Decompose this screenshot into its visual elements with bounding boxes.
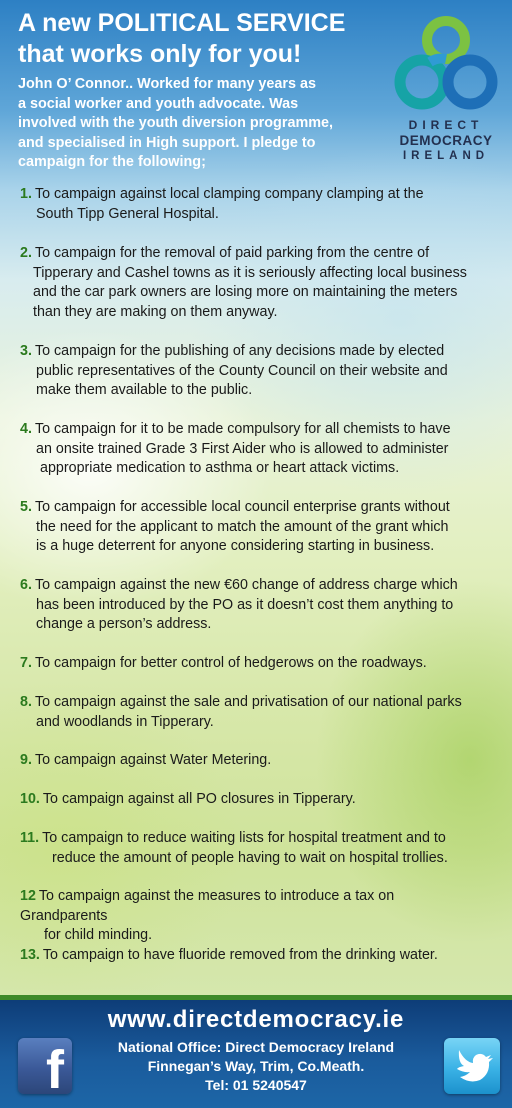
pledge-item xyxy=(20,829,480,868)
pledge-item xyxy=(20,693,480,732)
pledge-line: To campaign against the measures to introduce a tax on Grandparents xyxy=(20,888,395,924)
pledge-line: To campaign for it to be made compulsory for all chemists to have xyxy=(34,421,451,437)
headline-line-1: A new POLITICAL SERVICE xyxy=(18,9,346,37)
pledge-number: 11. xyxy=(20,830,40,846)
logo-rings-icon xyxy=(390,12,502,116)
candidate-intro xyxy=(18,75,378,173)
pledge-number: 3. xyxy=(20,343,32,359)
pledge-line: To campaign for the removal of paid parking from the centre of xyxy=(34,245,430,261)
facebook-icon[interactable]: f xyxy=(18,1038,72,1094)
pledge-number: 10. xyxy=(20,791,40,807)
intro-line: a social worker and youth advocate. Was xyxy=(18,95,299,112)
pledge-line: and woodlands in Tipperary. xyxy=(36,713,214,730)
pledge-number: 2. xyxy=(20,245,32,261)
pledge-item xyxy=(20,654,480,674)
pledge-line: and the car park owners are losing more on maintaining the meters xyxy=(33,284,458,301)
pledge-item xyxy=(20,576,480,635)
pledge-item xyxy=(20,420,480,479)
logo-word-ireland: IRELAND xyxy=(402,150,490,162)
direct-democracy-logo xyxy=(390,12,502,167)
office-address-line-1: National Office: Direct Democracy Ireland xyxy=(117,1039,395,1055)
pledge-line: the need for the applicant to match the amount of the grant which xyxy=(36,518,449,535)
pledge-line: South Tipp General Hospital. xyxy=(36,205,219,222)
pledge-item xyxy=(20,342,480,401)
logo-word-direct: DIRECT xyxy=(408,118,484,132)
pledge-item xyxy=(20,751,480,771)
pledge-line: To campaign for the publishing of any decisions made by elected xyxy=(34,343,445,359)
headline xyxy=(18,8,345,70)
pledge-line: is a huge deterrent for anyone considering starting in business. xyxy=(36,538,435,555)
pledge-line: To campaign against all PO closures in Tipperary. xyxy=(42,791,356,807)
pledge-number: 7. xyxy=(20,655,32,671)
office-phone: Tel: 01 5240547 xyxy=(205,1077,307,1093)
pledge-line: To campaign to have fluoride removed from the drinking water. xyxy=(42,947,438,963)
headline-line-2: that works only for you! xyxy=(18,40,302,68)
pledge-line: To campaign against the sale and privatisation of our national parks xyxy=(34,694,462,710)
pledge-item xyxy=(20,244,480,322)
pledge-item xyxy=(20,498,480,557)
pledge-number: 13. xyxy=(20,947,40,963)
pledge-number: 9. xyxy=(20,752,32,768)
pledge-line: change a person’s address. xyxy=(36,616,212,633)
pledge-number: 12 xyxy=(20,888,36,904)
pledge-line: make them available to the public. xyxy=(36,382,253,399)
pledge-line: To campaign to reduce waiting lists for hospital treatment and to xyxy=(42,830,446,846)
pledge-number: 8. xyxy=(20,694,32,710)
pledge-number: 5. xyxy=(20,499,32,515)
intro-line: John O’ Connor.. Worked for many years as xyxy=(18,76,317,92)
pledge-line: To campaign for better control of hedgerows on the roadways. xyxy=(34,655,427,671)
footer xyxy=(0,995,512,1108)
pledge-line: public representatives of the County Council on their website and xyxy=(36,362,448,379)
pledge-line: To campaign against Water Metering. xyxy=(34,752,272,768)
pledge-line: an onsite trained Grade 3 First Aider who is allowed to administer xyxy=(36,440,449,457)
pledge-line: has been introduced by the PO as it doesn’t cost them anything to xyxy=(36,596,454,613)
intro-line: campaign for the following; xyxy=(18,154,206,170)
pledge-line: To campaign against local clamping company clamping at the xyxy=(34,186,424,202)
pledge-number: 6. xyxy=(20,577,32,593)
intro-line: and specialised in High support. I pledge to xyxy=(18,134,316,151)
pledge-item xyxy=(20,887,480,946)
pledge-line: reduce the amount of people having to wait on hospital trollies. xyxy=(52,849,448,866)
twitter-bird-icon xyxy=(444,1038,500,1094)
logo-word-democracy: DEMOCRACY xyxy=(399,133,493,148)
pledge-line: than they are making on them anyway. xyxy=(33,303,278,320)
pledge-line: Tipperary and Cashel towns as it is seriously affecting local business xyxy=(33,264,467,281)
pledge-line: To campaign against the new €60 change of address charge which xyxy=(34,577,458,593)
twitter-icon[interactable] xyxy=(444,1038,500,1094)
pledge-number: 4. xyxy=(20,421,32,437)
pledge-item xyxy=(20,946,480,966)
website-link[interactable]: www.directdemocracy.ie xyxy=(107,1006,405,1033)
pledge-item xyxy=(20,790,480,810)
office-address-line-2: Finnegan’s Way, Trim, Co.Meath. xyxy=(147,1058,365,1074)
pledge-number: 1. xyxy=(20,186,32,202)
pledge-line: To campaign for accessible local council enterprise grants without xyxy=(34,499,450,515)
pledge-line: for child minding. xyxy=(44,927,153,944)
intro-line: involved with the youth diversion programme, xyxy=(18,115,334,131)
pledge-item xyxy=(20,185,480,224)
pledge-line: appropriate medication to asthma or heart attack victims. xyxy=(40,460,400,477)
